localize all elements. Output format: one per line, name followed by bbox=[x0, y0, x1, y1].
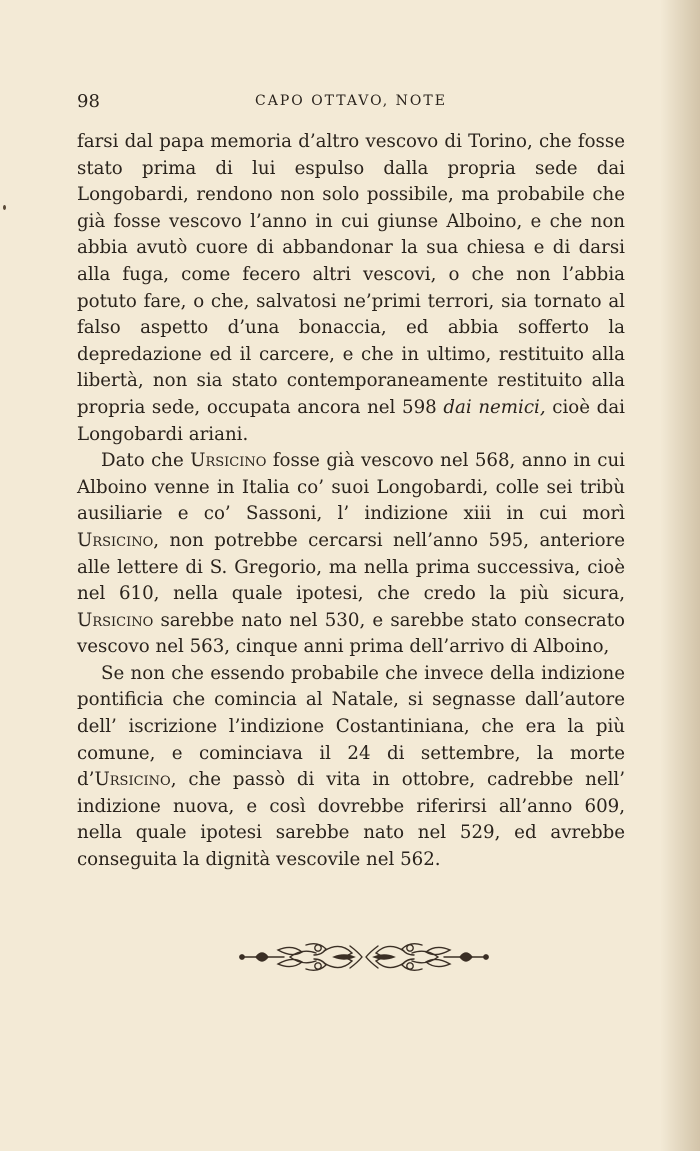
text-run: sarebbe nato nel 530, e sarebbe stato consecrato vescovo nel 563, cinque anni prima dell’arrivo di Alboino, bbox=[77, 609, 625, 658]
small-caps-name: Ursicino bbox=[77, 529, 154, 551]
floral-ornament-icon bbox=[234, 937, 494, 977]
running-title: CAPO OTTAVO, NOTE bbox=[255, 93, 447, 109]
italic-phrase: dai nemici, bbox=[443, 396, 546, 418]
text-run: , che passò di vita in ottobre, cadrebbe nell’ indizione nuova, e così dovrebbe riferirsi all’anno 609, nella quale ipotesi sarebbe nato nel 529, ed avrebbe conseguita la dignità vescovile nel 562. bbox=[77, 769, 625, 871]
page-number: 98 bbox=[77, 91, 100, 112]
body-text bbox=[77, 129, 625, 874]
page-edge-shadow bbox=[660, 0, 700, 1151]
text-run: cioè dai Longobardi ariani. bbox=[77, 396, 625, 445]
paragraph bbox=[77, 129, 625, 448]
small-caps-name: Ursicino bbox=[94, 769, 171, 791]
small-caps-name: Ursicino bbox=[77, 609, 154, 631]
small-caps-name: Ursicino bbox=[190, 450, 267, 472]
text-run: Dato che bbox=[101, 450, 191, 472]
paragraph bbox=[77, 661, 625, 874]
paragraph bbox=[77, 448, 625, 661]
text-run: fosse già vescovo nel 568, anno in cui Alboino venne in Italia co’ suoi Longobardi, colle sei tribù ausiliarie e co’ Sassoni, l’ indizione xiii in cui morì bbox=[77, 450, 625, 525]
text-run: Se non che essendo probabile che invece della indizione pontificia che comincia al Natale, si segnasse dall’autore dell’ iscrizione l’indizione Costantiniana, che era la più comune, e cominciava il 24 di settembre, la morte d’ bbox=[77, 662, 625, 791]
stray-ink-mark bbox=[3, 205, 6, 210]
running-head bbox=[77, 91, 625, 117]
text-run: , non potrebbe cercarsi nell’anno 595, anteriore alle lettere di S. Gregorio, ma nella prima successiva, cioè nel 610, nella quale ipotesi, che credo la più sicura, bbox=[77, 529, 625, 605]
text-run: farsi dal papa memoria d’altro vescovo di Torino, che fosse stato prima di lui espulso dalla propria sede dai Longobardi, rendono non solo possibile, ma probabile che già fosse vescovo l’anno in cui giunse Alboino, e che non abbia avutò cuore di abbandonar la sua chiesa e di darsi alla fuga, come fecero altri vescovi, o che non l’abbia potuto fare, o che, salvatosi ne’primi terrori, sia tornato al falso aspetto d’una bonaccia, ed abbia sofferto la depredazione ed il carcere, e che in ultimo, restituito alla libertà, non sia stato contemporaneamente restituito alla propria sede, occupata ancora nel 598 bbox=[77, 131, 625, 418]
